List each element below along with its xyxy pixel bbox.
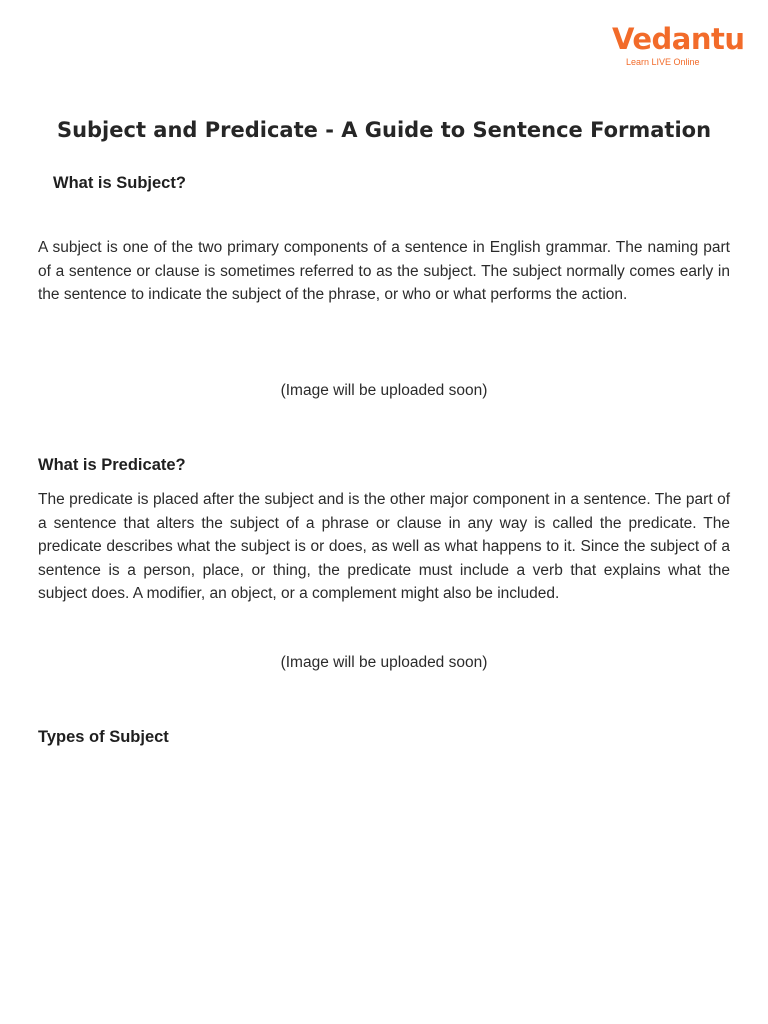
section-paragraph-subject: A subject is one of the two primary components of a sentence in English grammar. The naming part of a sentence or clause is sometimes referred to as the subject. The subject normally comes early in the sentence to indicate the subject of the phrase, or who or what performs the action. [38, 239, 730, 303]
image-placeholder-subject: (Image will be uploaded soon) [280, 382, 488, 399]
image-placeholder-predicate: (Image will be uploaded soon) [280, 654, 488, 671]
logo-tagline: Learn LIVE Online [626, 57, 700, 67]
logo-wordmark: Vedantu [612, 22, 745, 56]
section-heading-predicate: What is Predicate? [38, 456, 186, 474]
vedantu-logo [600, 22, 745, 74]
section-heading-types-of-subject: Types of Subject [38, 728, 169, 746]
page-title: Subject and Predicate - A Guide to Sentence Formation [56, 118, 712, 142]
section-paragraph-predicate: The predicate is placed after the subject and is the other major component in a sentence. The part of a sentence that alters the subject of a phrase or clause in any way is called the predicate. The predicate describes what the subject is or does, as well as what happens to it. Since the subject of a sentence is a person, place, or thing, the predicate must include a verb that explains what the subject does. A modifier, an object, or a complement might also be included. [38, 491, 730, 602]
section-heading-subject: What is Subject? [53, 174, 186, 192]
